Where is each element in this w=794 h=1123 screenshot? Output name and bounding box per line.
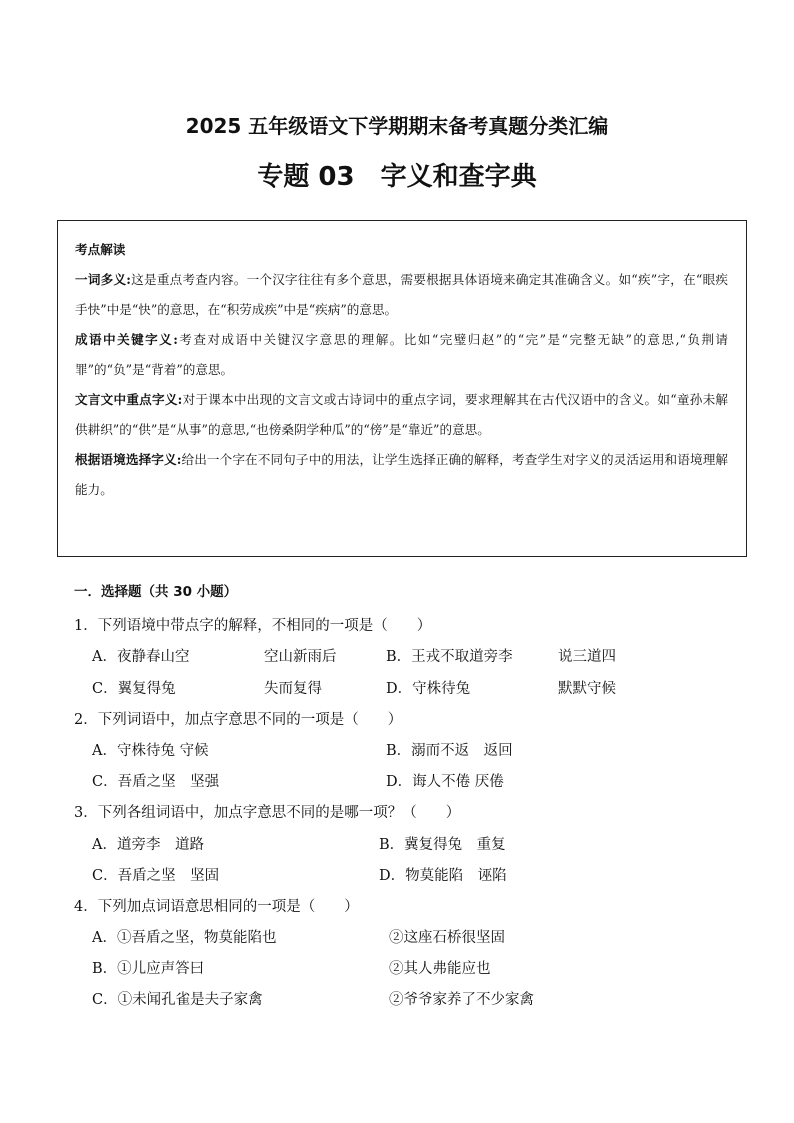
key-point-text: 这是重点考查内容。一个汉字往往有多个意思，需要根据具体语境来确定其准确含义。如“疾”字，在“眼疾手快”中是“快”的意思，在“积劳成疾”中是“疾病”的意思。 [75, 272, 728, 317]
question-3-option-c: C．吾盾之坚 坚固 [92, 868, 220, 884]
key-points-heading: 考点解读 [75, 242, 126, 257]
question-1-option-c: C．翼复得兔 [92, 681, 176, 697]
question-4-option-a: A．①吾盾之坚，物莫能陷也 [92, 930, 277, 946]
question-2-option-d: D．诲人不倦 厌倦 [386, 774, 504, 790]
question-1-option-d-extra: 默默守候 [558, 681, 616, 697]
question-4-option-c: C．①未闻孔雀是夫子家禽 [92, 992, 263, 1008]
question-1-stem: 1．下列语境中带点字的解释，不相同的一项是（ ） [74, 618, 432, 634]
question-1-option-b-extra: 说三道四 [558, 649, 616, 665]
question-2-option-c: C．吾盾之坚 坚强 [92, 774, 220, 790]
question-3-stem: 3．下列各组词语中，加点字意思不同的是哪一项？（ ） [74, 805, 461, 821]
question-4-option-c-extra: ②爷爷家养了不少家禽 [389, 992, 534, 1008]
key-point-term: 文言文中重点字义: [75, 392, 183, 407]
question-3-option-d: D．物莫能陷 诬陷 [379, 868, 507, 884]
key-point-term: 一词多义: [75, 272, 131, 287]
question-1-option-b: B．王戎不取道旁李 [386, 649, 513, 665]
question-4-option-b: B．①儿应声答曰 [92, 961, 205, 977]
key-point-text: 考查对成语中关键汉字意思的理解。比如“完璧归赵”的“完”是“完整无缺”的意思,“负荆请罪”的“负”是“背着”的意思。 [75, 332, 728, 377]
key-point-text: 对于课本中出现的文言文或古诗词中的重点字词，要求理解其在古代汉语中的含义。如“童孙未解供耕织”的“供”是“从事”的意思,“也傍桑阴学种瓜”的“傍”是“靠近”的意思。 [75, 392, 728, 437]
key-point-term: 成语中关键字义: [75, 332, 178, 347]
question-1-option-a-extra: 空山新雨后 [264, 649, 337, 665]
key-point-item [75, 445, 728, 505]
question-2-option-a: A．守株待兔 守候 [92, 743, 209, 759]
key-point-text: 给出一个字在不同句子中的用法，让学生选择正确的解释，考查学生对字义的灵活运用和语境理解能力。 [75, 452, 729, 497]
question-1-option-c-extra: 失而复得 [264, 681, 322, 697]
question-2-stem: 2．下列词语中，加点字意思不同的一项是（ ） [74, 712, 403, 728]
question-4-option-b-extra: ②其人弗能应也 [389, 961, 491, 977]
key-point-term: 根据语境选择字义: [75, 452, 182, 467]
question-4-option-a-extra: ②这座石桥很坚固 [389, 930, 505, 946]
topic-title: 专题 03 字义和查字典 [257, 162, 537, 192]
key-points-box [57, 220, 747, 557]
question-1-option-a: A．夜静春山空 [92, 649, 190, 665]
key-point-item [75, 385, 728, 445]
question-2-option-b: B．溺而不返 返回 [386, 743, 513, 759]
key-point-item [75, 325, 728, 385]
key-point-item [75, 265, 728, 325]
question-1-option-d: D．守株待兔 [386, 681, 471, 697]
question-3-option-b: B．冀复得兔 重复 [379, 837, 506, 853]
document-title: 2025 五年级语文下学期期末备考真题分类汇编 [185, 114, 609, 138]
section-title: 一．选择题（共 30 小题） [74, 584, 238, 600]
question-3-option-a: A．道旁李 道路 [92, 837, 204, 853]
question-4-stem: 4．下列加点词语意思相同的一项是（ ） [74, 899, 359, 915]
